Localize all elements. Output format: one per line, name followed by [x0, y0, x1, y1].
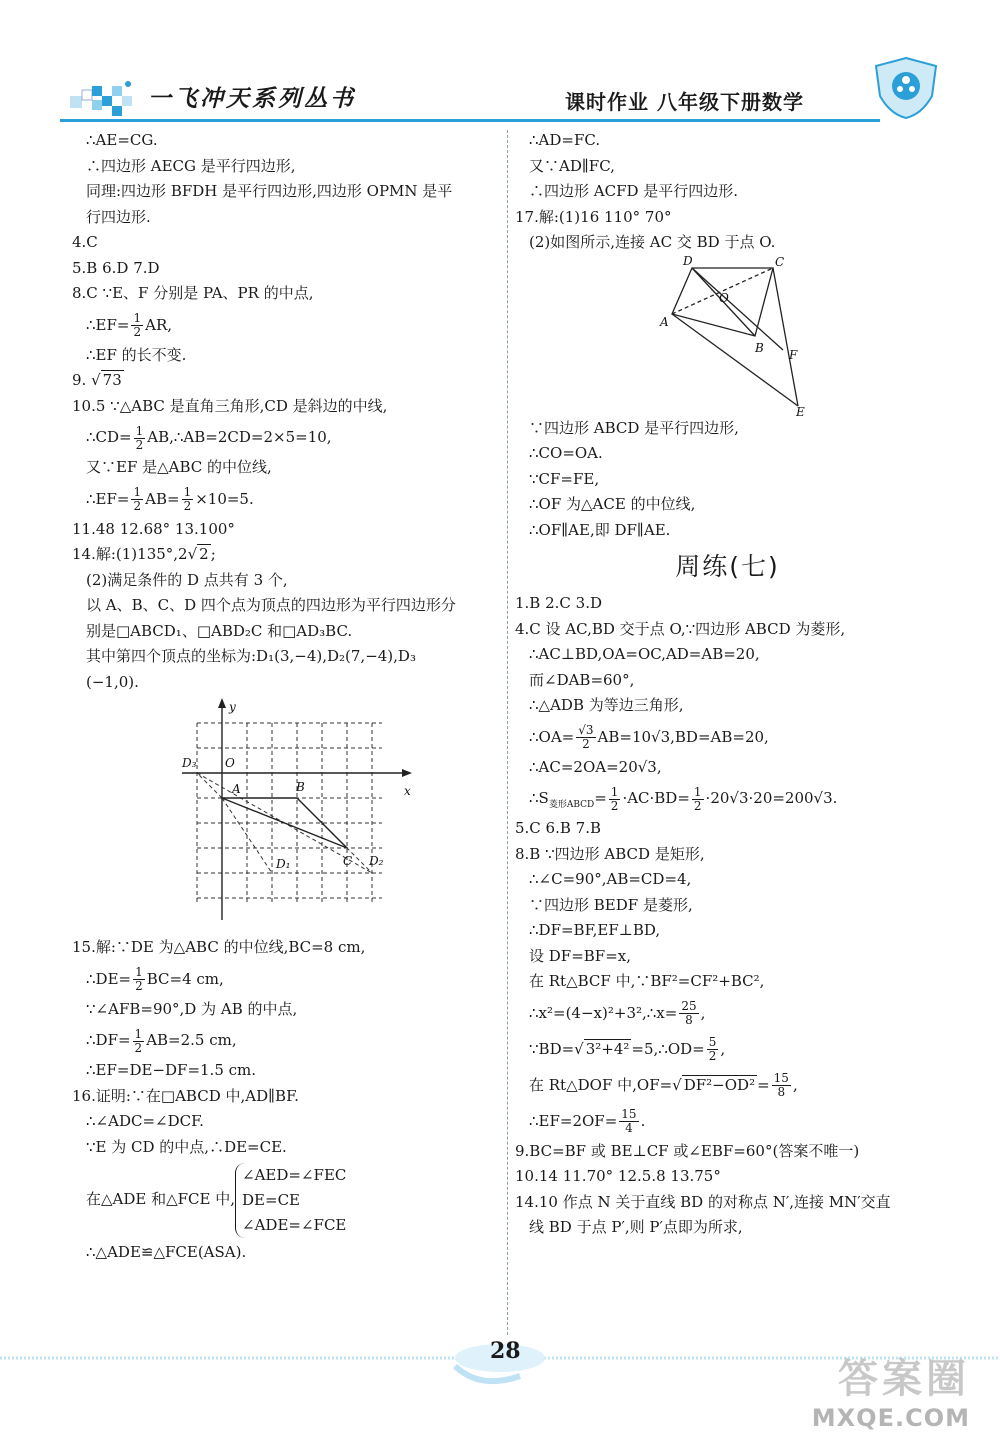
- fraction: [619, 1108, 638, 1135]
- answer-line: 14.解:(1)135°,2√ 2 ;: [72, 545, 216, 563]
- denominator: 2: [693, 798, 702, 813]
- text-span: AR,: [145, 315, 173, 334]
- text-span: ·AC·BD=: [622, 789, 690, 807]
- fraction: [133, 966, 145, 993]
- text-span: ∴EF=: [86, 489, 130, 508]
- text-line: ∴AE=CG.: [86, 131, 158, 149]
- label-c: C: [775, 255, 785, 269]
- text-span: ×10=5.: [195, 489, 254, 508]
- fraction: [131, 312, 143, 339]
- answer-line: 1.B 2.C 3.D: [515, 594, 602, 612]
- label-f: F: [789, 347, 798, 362]
- text-span: AB,∴AB=2CD=2×5=10,: [147, 428, 332, 446]
- text-span: ∴EF=: [86, 315, 130, 334]
- label-a: A: [660, 314, 669, 329]
- text-line: ∵BD=√ 3²+4² =5,∴OD= $\frac{5}{2}$ ,: [529, 1035, 726, 1063]
- denominator: 2: [582, 737, 590, 751]
- label-d2: D₂: [369, 854, 384, 868]
- text-span: ;: [210, 545, 216, 563]
- label-a: A: [232, 782, 241, 796]
- text-line: ∴CO=OA.: [529, 444, 603, 462]
- text-line: ∵四边形 BEDF 是菱形,: [529, 895, 693, 914]
- condition-3: ∠ADE=∠FCE: [242, 1215, 347, 1234]
- text-span: ∴S: [529, 789, 549, 807]
- text-line: 行四边形.: [86, 207, 151, 226]
- subscript: 菱形ABCD: [548, 800, 595, 810]
- text-line: [515, 719, 940, 755]
- text-line: 又∵AD∥FC,: [529, 156, 615, 175]
- header-rule: [60, 119, 880, 122]
- text-span: ∴DE=: [86, 969, 132, 988]
- radicand: 3²+4²: [585, 1039, 630, 1058]
- left-column: [72, 128, 502, 1266]
- numerator: 1: [133, 485, 142, 499]
- page-header: [0, 0, 1000, 130]
- denominator: 4: [625, 1121, 633, 1135]
- text-line: ∴EF=DE−DF=1.5 cm.: [86, 1061, 257, 1079]
- text-line: [515, 1103, 940, 1139]
- text-line: 其中第四个顶点的坐标为:D₁(3,−4),D₂(7,−4),D₃: [86, 647, 416, 665]
- numerator: 25: [681, 999, 697, 1013]
- text-line: [72, 419, 502, 455]
- text-span: 14.解:(1)135°,2: [72, 545, 188, 563]
- text-line: ∴OF∥AE,即 DF∥AE.: [529, 520, 671, 539]
- parallelogram-figure: [515, 256, 940, 416]
- answer-line: 8.B ∵四边形 ABCD 是矩形,: [515, 844, 705, 863]
- fraction: [679, 1000, 698, 1027]
- answer-line: 9.BC=BF 或 BE⊥CF 或∠EBF=60°(答案不唯一): [515, 1141, 860, 1160]
- fraction: [707, 1036, 719, 1063]
- numerator: 1: [133, 311, 142, 325]
- label-y: y: [229, 700, 236, 714]
- denominator: 2: [610, 798, 619, 813]
- denominator: 2: [135, 437, 144, 452]
- text-line: [515, 780, 940, 816]
- denominator: 2: [708, 1049, 717, 1063]
- answer-line: 4.C 设 AC,BD 交于点 O,∵四边形 ABCD 为菱形,: [515, 619, 846, 638]
- denominator: 8: [685, 1013, 693, 1027]
- fraction: [692, 786, 704, 813]
- text-line: 而∠DAB=60°,: [529, 670, 635, 689]
- right-column: [515, 128, 940, 1241]
- fraction: [772, 1072, 791, 1099]
- numerator: 1: [134, 1026, 143, 1041]
- fraction: [609, 786, 621, 813]
- answer-line: 16.证明:∵在□ABCD 中,AD∥BF.: [72, 1086, 299, 1105]
- section-title: 周练(七): [675, 552, 780, 581]
- label-d: D: [683, 255, 693, 268]
- denominator: 2: [133, 499, 142, 513]
- denominator: 8: [777, 1085, 786, 1099]
- text-line: (−1,0).: [86, 672, 139, 691]
- text-span: =: [594, 789, 607, 807]
- numerator: 5: [708, 1035, 717, 1049]
- fraction: [131, 486, 143, 513]
- text-line: ∴EF 的长不变.: [86, 345, 187, 364]
- text-line: [72, 307, 502, 343]
- text-line: [515, 995, 940, 1031]
- label-x: x: [404, 784, 411, 798]
- label-o: O: [719, 290, 729, 305]
- fraction: [134, 425, 146, 452]
- text-span: =: [757, 1075, 770, 1094]
- text-span: ∴OA=: [529, 727, 575, 746]
- text-span: ∵BD=: [529, 1039, 575, 1058]
- label-d3: D₃: [182, 756, 197, 770]
- text-line: ∴∠ADC=∠DCF.: [86, 1112, 204, 1130]
- answer-line: 14.10 作点 N 关于直线 BD 的对称点 N′,连接 MN′交直: [515, 1192, 891, 1211]
- column-divider: [507, 130, 508, 1335]
- coordinate-grid-figure: [72, 695, 502, 935]
- text-line: ∴△ADE≌△FCE(ASA).: [86, 1243, 247, 1261]
- numerator: 1: [135, 965, 143, 979]
- text-span: 在△ADE 和△FCE 中,: [86, 1190, 236, 1209]
- text-line: [72, 1022, 502, 1058]
- text-span: ∴CD=: [86, 428, 132, 446]
- text-line: ∵E 为 CD 的中点,∴DE=CE.: [86, 1137, 287, 1156]
- text-line: 设 DF=BF=x,: [529, 946, 631, 965]
- numerator: 15: [773, 1071, 789, 1085]
- page-number: 28: [490, 1338, 521, 1364]
- text-span: ·20√3·20=200√3.: [705, 789, 838, 807]
- numerator: 1: [693, 784, 702, 799]
- label-c: C: [343, 854, 353, 868]
- fraction: [182, 486, 194, 513]
- text-span: =5,∴OD=: [631, 1039, 705, 1058]
- text-line: 在 Rt△BCF 中,∵BF²=CF²+BC²,: [529, 972, 765, 990]
- answer-line: 9. √ 73: [72, 371, 122, 389]
- label-d1: D₁: [276, 857, 291, 871]
- answer-line: 10.5 ∵△ABC 是直角三角形,CD 是斜边的中线,: [72, 396, 388, 415]
- series-title: 一飞冲天系列丛书: [148, 85, 356, 112]
- label-origin: O: [225, 756, 235, 770]
- numerator: 15: [621, 1107, 637, 1121]
- text-line: 在 Rt△DOF 中,OF=√ DF²−OD² = $\frac{15}{8}$ ,: [529, 1071, 798, 1099]
- answer-line: 5.B 6.D 7.D: [72, 258, 160, 277]
- text-span: AB=2.5 cm,: [146, 1031, 237, 1049]
- numerator: 1: [610, 784, 619, 799]
- text-line: ∵四边形 ABCD 是平行四边形,: [529, 418, 739, 437]
- text-span: ,: [720, 1039, 726, 1058]
- text-line: [72, 961, 502, 997]
- answer-line: 10.14 11.70° 12.5.8 13.75°: [515, 1167, 721, 1185]
- radicand: 2: [199, 545, 209, 563]
- text-line: ∴∠C=90°,AB=CD=4,: [529, 870, 692, 888]
- text-line: 同理:四边形 BFDH 是平行四边形,四边形 OPMN 是平: [86, 182, 453, 200]
- numerator: √3: [578, 723, 594, 737]
- text-line: ∴四边形 AECG 是平行四边形,: [86, 156, 296, 175]
- radicand: 73: [102, 371, 122, 389]
- text-span: ∴x²=(4−x)²+3²,∴x=: [529, 1003, 678, 1022]
- denominator: 2: [133, 325, 142, 339]
- text-span: ∴EF=2OF=: [529, 1111, 618, 1130]
- text-line: ∴DF=BF,EF⊥BD,: [529, 921, 661, 939]
- condition-brace: [235, 1163, 346, 1238]
- radicand: DF²−OD²: [683, 1075, 756, 1094]
- text-span: BC=4 cm,: [146, 969, 224, 988]
- text-line: 又∵EF 是△ABC 的中位线,: [86, 458, 272, 476]
- text-span: ∴DF=: [86, 1031, 131, 1049]
- text-line: ∴OF 为△ACE 的中位线,: [529, 495, 696, 513]
- denominator: 2: [134, 1040, 143, 1055]
- numerator: 1: [183, 485, 192, 499]
- watermark: [812, 1347, 970, 1432]
- text-span: 在 Rt△DOF 中,OF=: [529, 1075, 673, 1094]
- label-e: E: [796, 404, 805, 416]
- answer-line: 5.C 6.B 7.B: [515, 819, 601, 837]
- fraction: [133, 1028, 145, 1055]
- text-span: AB=: [145, 489, 180, 508]
- denominator: 2: [183, 499, 192, 513]
- text-line: 以 A、B、C、D 四个点为顶点的四边形为平行四边形分: [86, 596, 456, 614]
- text-span: AB=10√3,BD=AB=20,: [597, 727, 769, 746]
- text-span: ,: [792, 1075, 798, 1094]
- text-span: 9.: [72, 371, 92, 389]
- text-line: ∴四边形 ACFD 是平行四边形.: [529, 182, 739, 200]
- answer-line: 4.C: [72, 233, 98, 251]
- text-line: ∴AC⊥BD,OA=OC,AD=AB=20,: [529, 645, 760, 663]
- book-title: 课时作业 八年级下册数学: [565, 90, 804, 114]
- shield-emblem-icon: [872, 56, 940, 120]
- answer-line: 17.解:(1)16 110° 70°: [515, 207, 672, 226]
- text-line: [72, 481, 502, 517]
- text-span: .: [640, 1111, 646, 1130]
- watermark-url: MXQE.COM: [811, 1404, 970, 1432]
- answer-line: 15.解:∵DE 为△ABC 的中位线,BC=8 cm,: [72, 938, 366, 956]
- answer-line: 8.C ∵E、F 分别是 PA、PR 的中点,: [72, 284, 314, 302]
- text-line: ∵∠AFB=90°,D 为 AB 的中点,: [86, 999, 298, 1018]
- text-line: 线 BD 于点 P′,则 P′点即为所求,: [529, 1218, 743, 1236]
- text-line: ∴AD=FC.: [529, 131, 601, 149]
- answer-line: 11.48 12.68° 13.100°: [72, 519, 235, 538]
- text-line: (2)满足条件的 D 点共有 3 个,: [86, 570, 288, 589]
- congruence-system: [72, 1160, 502, 1240]
- text-line: (2)如图所示,连接 AC 交 BD 于点 O.: [529, 233, 776, 251]
- watermark-brand: 答案圈: [838, 1356, 970, 1402]
- condition-2: DE=CE: [242, 1190, 301, 1209]
- numerator: 1: [135, 423, 144, 438]
- label-b: B: [296, 780, 305, 794]
- label-b: B: [755, 340, 764, 355]
- text-line: ∴AC=2OA=20√3,: [529, 757, 662, 776]
- checkerboard-logo-icon: [70, 78, 140, 118]
- text-line: ∵CF=FE,: [529, 469, 600, 488]
- fraction: [576, 724, 595, 751]
- text-line: 别是□ABCD₁、□ABD₂C 和□AD₃BC.: [86, 621, 353, 640]
- text-line: ∴△ADB 为等边三角形,: [529, 696, 684, 714]
- condition-1: ∠AED=∠FEC: [242, 1165, 347, 1184]
- text-span: ,: [700, 1003, 706, 1022]
- denominator: 2: [135, 979, 143, 993]
